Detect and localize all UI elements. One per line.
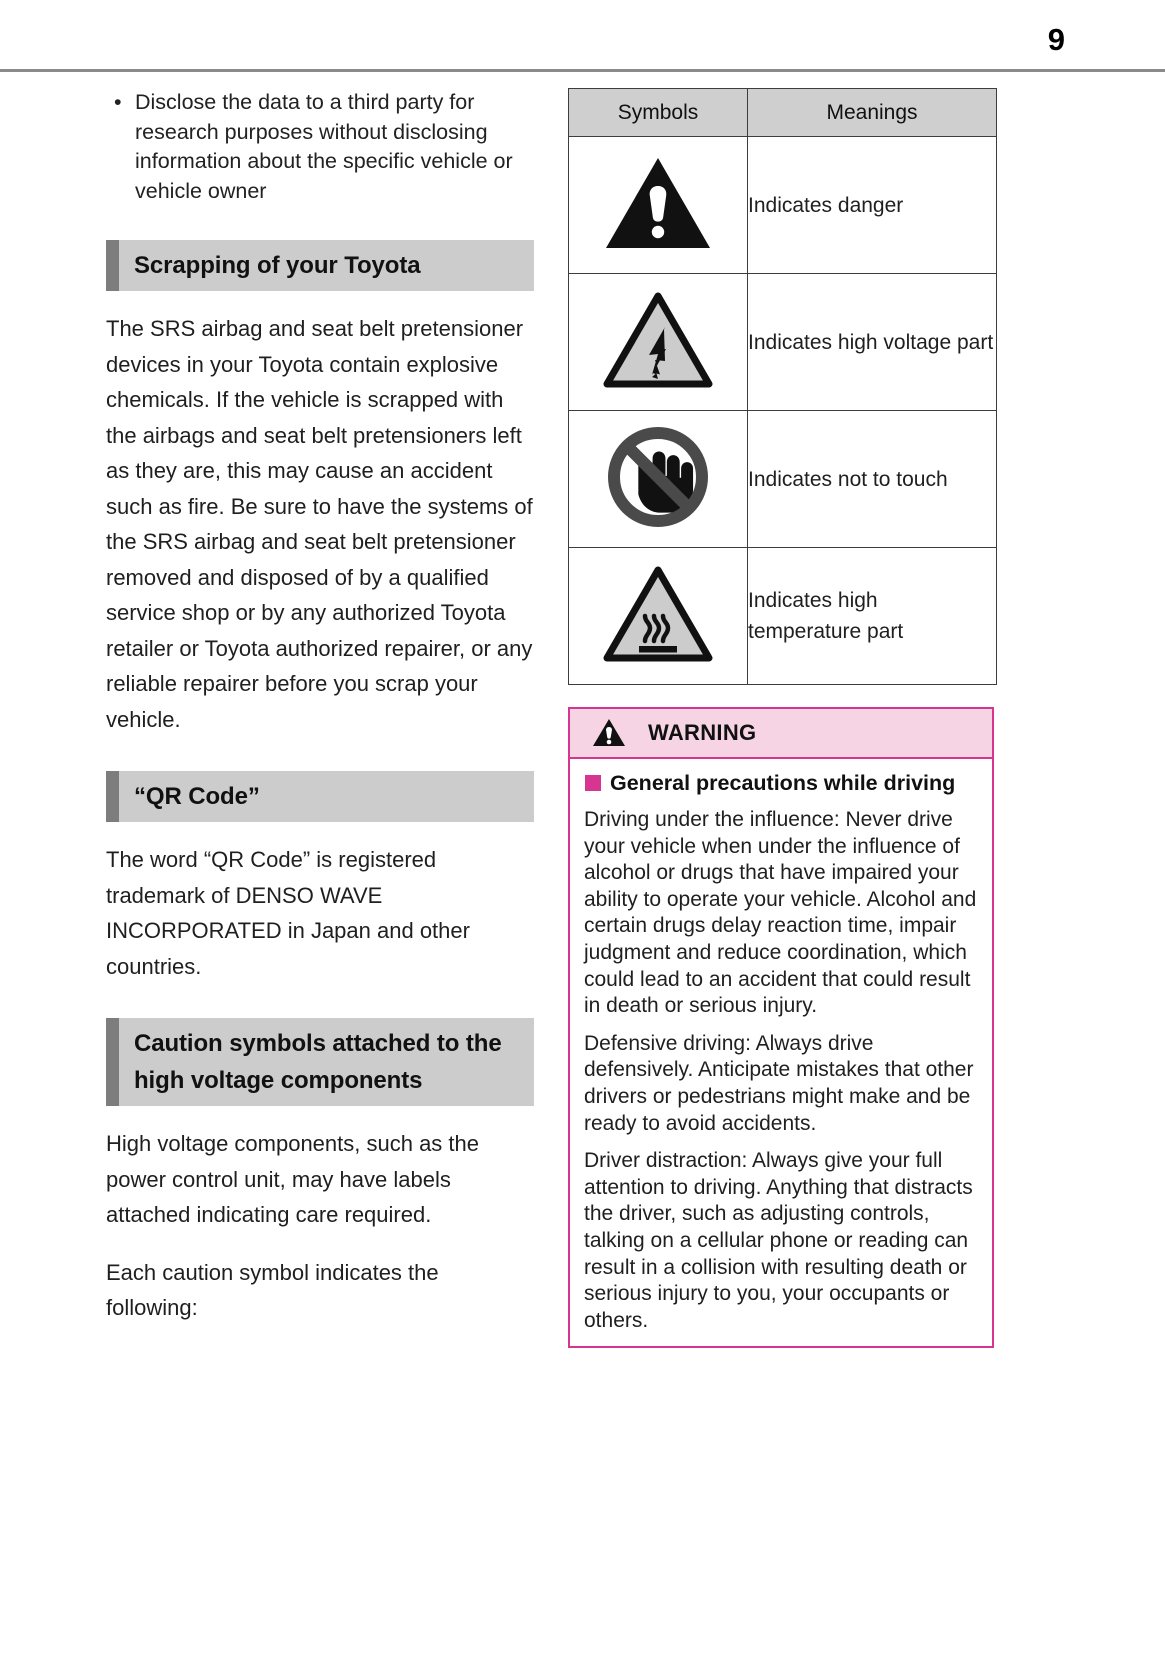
table-row [569,411,997,548]
meaning-cell: Indicates high voltage part [748,274,997,411]
section-paragraph: Each caution symbol indicates the following: [106,1259,439,1321]
bullet-marker: • [114,90,122,114]
warning-header [570,709,992,759]
warning-paragraph: Driver distraction: Always give your full attention to driving. Anything that distracts the driver, such as adjusting controls, talking on a cellular phone or reading can result in a collision with resulting death or serious injury to you, your occupants or others. [584,1149,973,1332]
symbol-cell [569,411,748,548]
meaning-cell: Indicates not to touch [748,411,997,548]
table-header-row [569,89,997,137]
symbol-cell [569,137,748,274]
danger-triangle-icon [603,154,713,252]
section-heading-label: Scrapping of your Toyota [134,252,421,280]
page-header [0,0,1165,72]
symbol-cell [569,548,748,685]
section-paragraph: The SRS airbag and seat belt pretensioner devices in your Toyota contain explosive chemicals. If the vehicle is scrapped with the airbags and seat belt pretensioners left as they are, this may cause an accident such as fire. Be sure to have the systems of the SRS airbag and seat belt pretensioner removed and disposed of by a qualified service shop or by any authorized Toyota retailer or Toyota authorized repairer, or any reliable repairer before you scrap your vehicle. [106,316,533,732]
meaning-cell: Indicates high temperature part [748,548,997,685]
column-header-symbols: Symbols [569,89,748,137]
square-bullet-icon [585,775,601,791]
column-header-meanings: Meanings [748,89,997,137]
section-heading-qr-code [106,771,534,822]
table-row [569,548,997,685]
warning-body [570,759,992,1346]
heading-accent-bar [106,240,119,291]
section-heading-scrapping [106,240,534,291]
table-row [569,274,997,411]
section-paragraph: The word “QR Code” is registered trademark of DENSO WAVE INCORPORATED in Japan and other countries. [106,847,470,979]
left-column [106,88,534,1326]
warning-title: WARNING [648,720,757,745]
heading-accent-bar [106,771,119,822]
list-item [106,88,534,206]
section-heading-label: Caution symbols attached to the high voltage components [134,1030,502,1095]
high-voltage-triangle-icon [603,291,713,389]
warning-paragraph: Driving under the influence: Never drive your vehicle when under the influence of alcohol or drugs that have impaired your ability to operate your vehicle. Alcohol and certain drugs delay reaction time, impair judgment and reduce coordination, which could lead to an accident that could result in death or serious injury. [584,808,977,1018]
warning-callout [568,707,994,1348]
warning-paragraph: Defensive driving: Always drive defensively. Anticipate mistakes that other drivers or pedestrians might make and be ready to avoid accidents. [584,1031,974,1135]
section-heading-caution-symbols [106,1018,534,1106]
symbol-cell [569,274,748,411]
list-item-text: Disclose the data to a third party for research purposes without disclosing information about the specific vehicle or vehicle owner [135,90,513,203]
warning-triangle-icon [592,718,626,748]
section-paragraph: High voltage components, such as the power control unit, may have labels attached indicating care required. [106,1131,480,1228]
meaning-cell: Indicates danger [748,137,997,274]
table-row [569,137,997,274]
header-divider [0,69,1165,72]
warning-subheading [584,770,978,797]
do-not-touch-icon [604,423,712,531]
page-number: 9 [1047,22,1065,57]
warning-subheading-label: General precautions while driving [610,771,956,795]
heading-accent-bar [106,1018,119,1106]
right-column [568,88,994,1348]
symbols-meanings-table [568,88,997,685]
section-heading-label: “QR Code” [134,783,260,811]
high-temperature-triangle-icon [603,565,713,663]
